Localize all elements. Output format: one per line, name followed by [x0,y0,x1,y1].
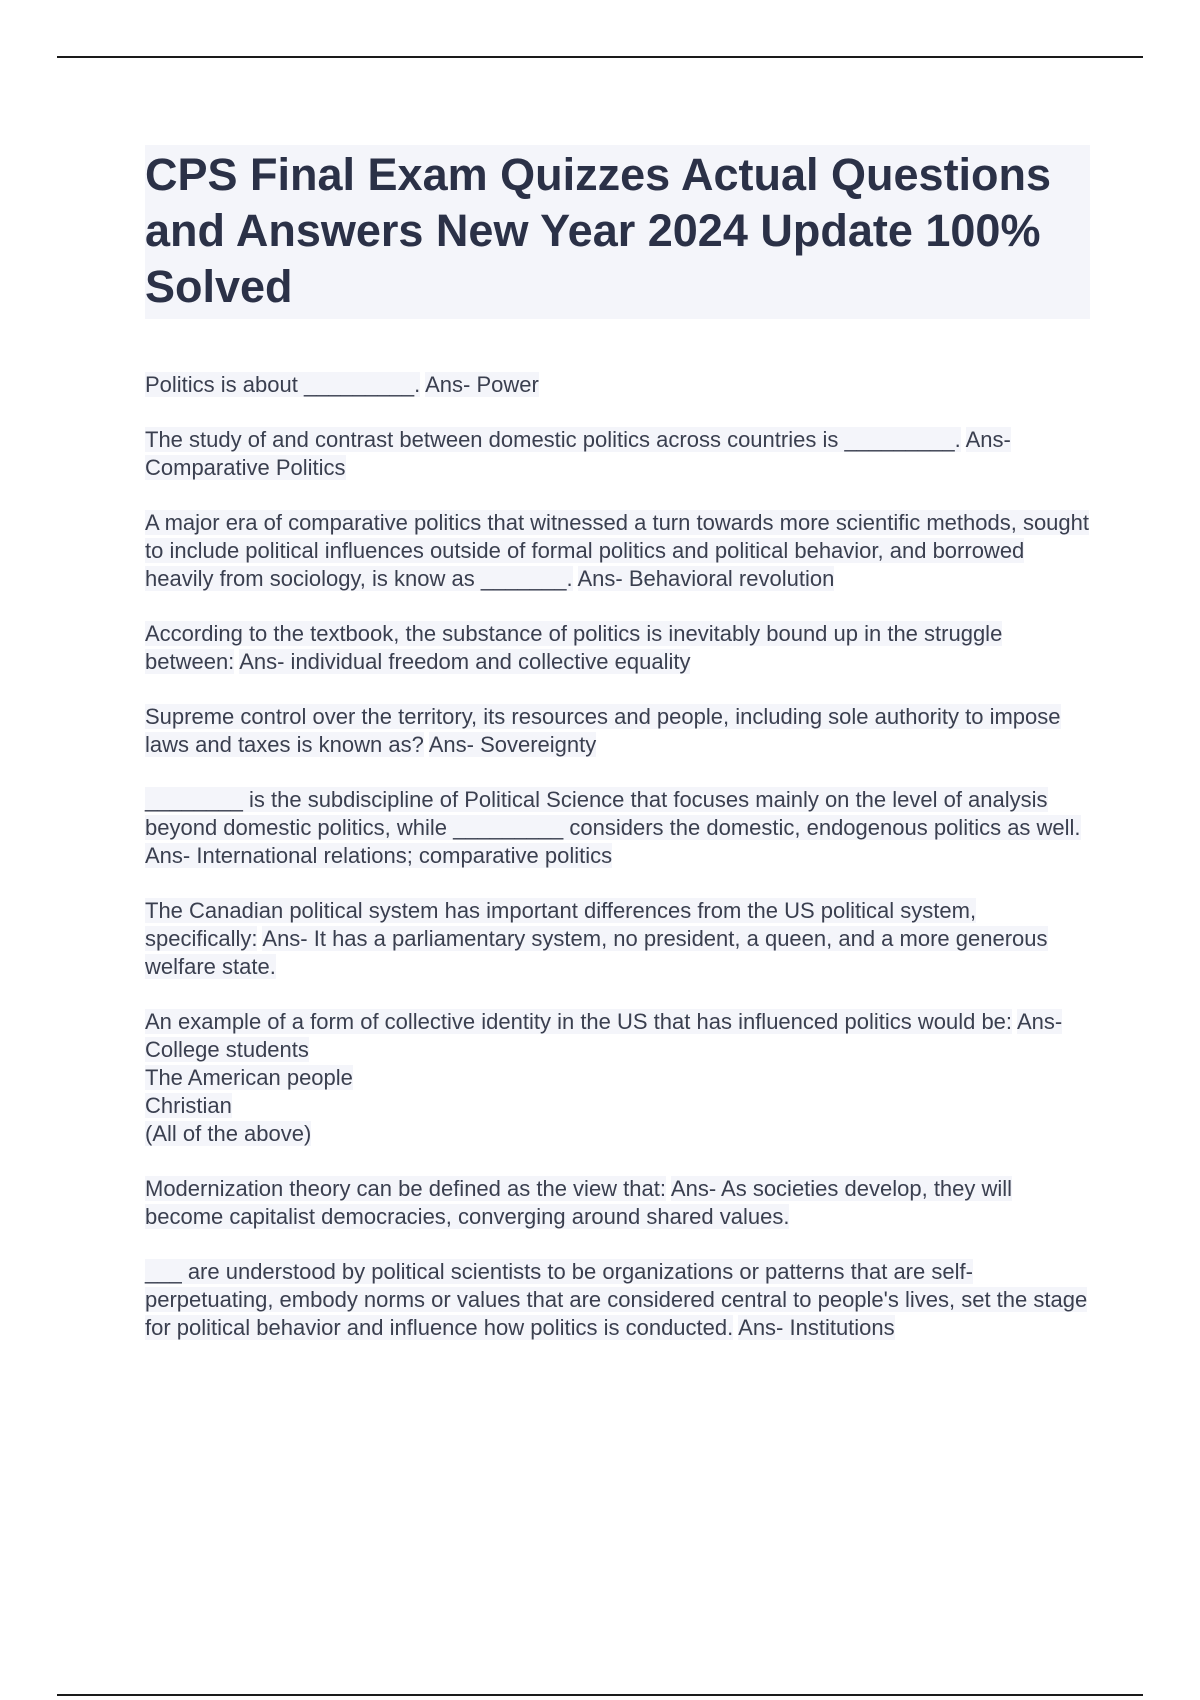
header-rule [57,56,1143,58]
question-text: Supreme control over the territory, its resources and people, including sole authority to impose laws and taxes is known as? [145,704,1061,757]
answer-text: Ans- It has a parliamentary system, no president, a queen, and a more generous welfare state. [145,926,1048,979]
qa-item [145,786,1090,870]
qa-list [145,371,1090,1342]
qa-item [145,703,1090,759]
answer-text: Ans- Institutions [738,1315,895,1340]
qa-item [145,897,1090,981]
answer-text: Ans- Behavioral revolution [577,566,835,591]
qa-item [145,509,1090,593]
answer-text: Ans- As societies develop, they will become capitalist democracies, converging around shared values. [145,1176,1013,1229]
answer-text: Ans- individual freedom and collective equality [239,649,691,674]
answer-text: Ans- Power [425,372,539,397]
question-text: The study of and contrast between domestic politics across countries is _________. [145,427,961,452]
document-body [145,145,1090,1369]
qa-item [145,1008,1090,1148]
question-text: The Canadian political system has important differences from the US political system, specifically: [145,898,977,951]
document-title: CPS Final Exam Quizzes Actual Questions and Answers New Year 2024 Update 100% Solved [145,149,1052,312]
question-text: ________ is the subdiscipline of Political Science that focuses mainly on the level of analysis beyond domestic politics, while _________ considers the domestic, endogenous politics as well. [145,787,1081,840]
question-text: ___ are understood by political scientists to be organizations or patterns that are self-perpetuating, embody norms or values that are considered central to people's lives, set the stage for political behavior and influence how politics is conducted. [145,1259,1088,1340]
qa-item [145,371,1090,399]
footer-rule [57,1694,1143,1696]
qa-item [145,620,1090,676]
question-text: Modernization theory can be defined as the view that: [145,1176,666,1201]
qa-item [145,426,1090,482]
answer-text: Ans- Sovereignty [428,732,597,757]
qa-item [145,1175,1090,1231]
qa-item [145,1258,1090,1342]
question-text: Politics is about _________. [145,372,421,397]
title-block [145,145,1090,319]
answer-text: Ans- College students The American people Christian (All of the above) [145,1009,1063,1146]
answer-text: Ans- International relations; comparative politics [145,843,613,868]
question-text: According to the textbook, the substance of politics is inevitably bound up in the struggle between: [145,621,1003,674]
question-text: An example of a form of collective identity in the US that has influenced politics would be: [145,1009,1013,1034]
answer-text: Ans- Comparative Politics [145,427,1011,480]
question-text: A major era of comparative politics that witnessed a turn towards more scientific methods, sought to include political influences outside of formal politics and political behavior, and borrowed heavily from sociology, is know as _______. [145,510,1089,591]
